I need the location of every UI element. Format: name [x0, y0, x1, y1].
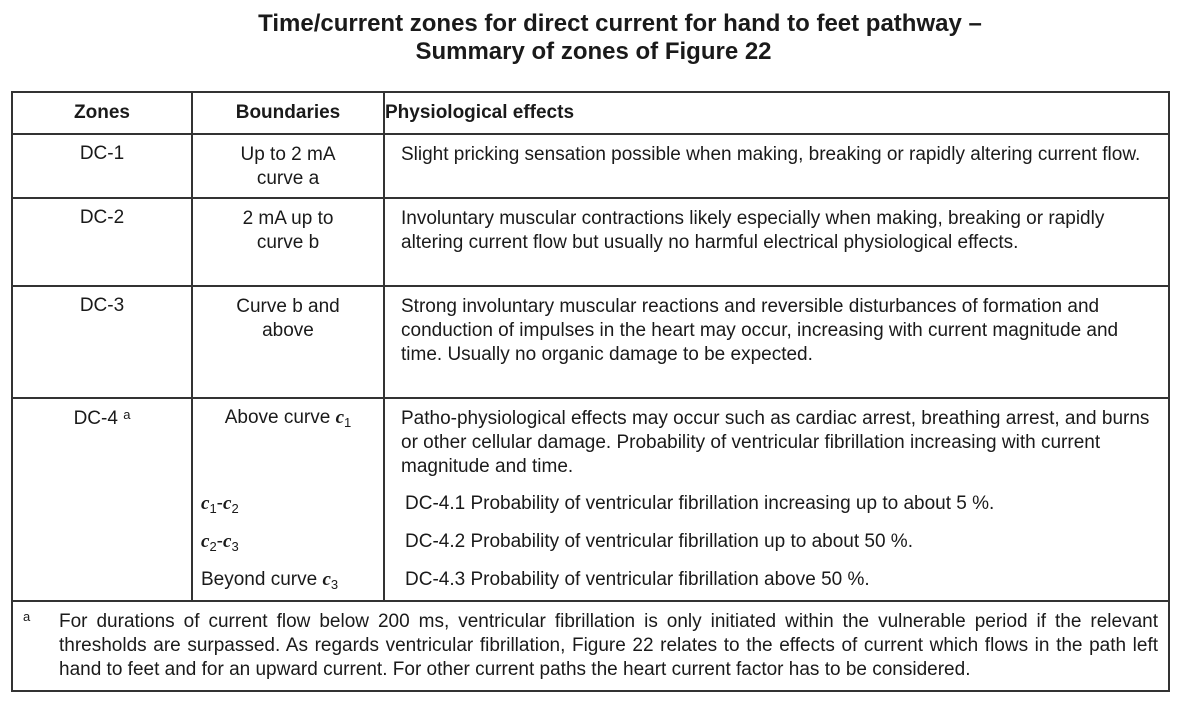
boundary-cell	[193, 399, 383, 430]
zones-table	[11, 91, 1170, 692]
boundary-cell: 2 mA up to curve b	[242, 208, 334, 253]
boundary-text: Above curve	[224, 407, 331, 428]
effect-cell: Strong involuntary muscular reactions and reversible disturbances of formation and conduction of impulses in the heart may occur, increasing with current magnitude and time. Usually no organic damage to be expected.	[401, 296, 1119, 365]
header-physiological-effects: Physiological effects	[384, 92, 1169, 134]
curve-var: c	[201, 493, 210, 514]
zone-cell: DC-3	[79, 295, 125, 316]
table-row	[12, 198, 1169, 286]
effect-cell: Involuntary muscular contractions likely especially when making, breaking or rapidly altering current flow but usually no harmful electrical physiological effects.	[401, 208, 1105, 253]
table-row	[12, 286, 1169, 398]
range-sep: -	[216, 531, 223, 552]
curve-sub: 3	[330, 577, 339, 592]
boundary-cell: Curve b and above	[236, 296, 340, 341]
boundary-cell	[201, 523, 383, 554]
effect-cell: DC-4.1 Probability of ventricular fibrillation increasing up to about 5 %.	[405, 493, 995, 514]
curve-sub: 1	[209, 501, 217, 516]
effect-cell: DC-4.3 Probability of ventricular fibrillation above 50 %.	[405, 569, 870, 590]
boundary-cell	[201, 485, 383, 516]
effect-cell: Slight pricking sensation possible when making, breaking or rapidly altering current flow.	[401, 144, 1141, 165]
range-sep: -	[216, 493, 223, 514]
footnote-text: For durations of current flow below 200 ms, ventricular fibrillation is only initiated within the vulnerable period if the relevant thresholds are surpassed. As regards ventricular fibrillation, Figure 22 relates to the effects of current which flows in the path left hand to feet and for an upward current. For other current paths the heart current factor has to be considered.	[59, 611, 1158, 680]
curve-sub: 3	[231, 539, 239, 554]
zone-cell	[13, 399, 191, 430]
curve-var: c	[335, 407, 345, 428]
curve-sub: 1	[344, 415, 352, 430]
footnote-row	[12, 601, 1169, 691]
boundary-cell: Up to 2 mA curve a	[240, 144, 336, 189]
footnote-mark: a	[23, 609, 31, 624]
curve-var: c	[322, 569, 331, 590]
boundary-text: Beyond curve	[201, 569, 318, 590]
footnote-ref: a	[123, 407, 131, 422]
table-row-dc4	[12, 398, 1169, 485]
curve-var: c	[223, 493, 232, 514]
effect-cell: DC-4.2 Probability of ventricular fibrillation up to about 50 %.	[405, 531, 913, 552]
footnote	[13, 602, 1168, 690]
curve-var: c	[201, 531, 210, 552]
boundary-cell	[201, 561, 383, 592]
header-row	[12, 92, 1169, 134]
table-title-line-2: Summary of zones of Figure 22	[415, 38, 772, 65]
header-boundaries: Boundaries	[192, 92, 384, 134]
zone-dc4: DC-4	[73, 408, 118, 429]
header-zones: Zones	[12, 92, 192, 134]
curve-var: c	[223, 531, 232, 552]
curve-sub: 2	[209, 539, 217, 554]
zone-cell: DC-1	[79, 143, 125, 164]
curve-sub: 2	[231, 501, 239, 516]
table-title-line-1: Time/current zones for direct current for hand to feet pathway –	[258, 10, 982, 37]
zone-cell: DC-2	[79, 207, 125, 228]
effect-cell: Patho-physiological effects may occur such as cardiac arrest, breathing arrest, and burns or other cellular damage. Probability of ventricular fibrillation increasing with current magnitude and time.	[401, 408, 1150, 477]
table-row	[12, 134, 1169, 198]
